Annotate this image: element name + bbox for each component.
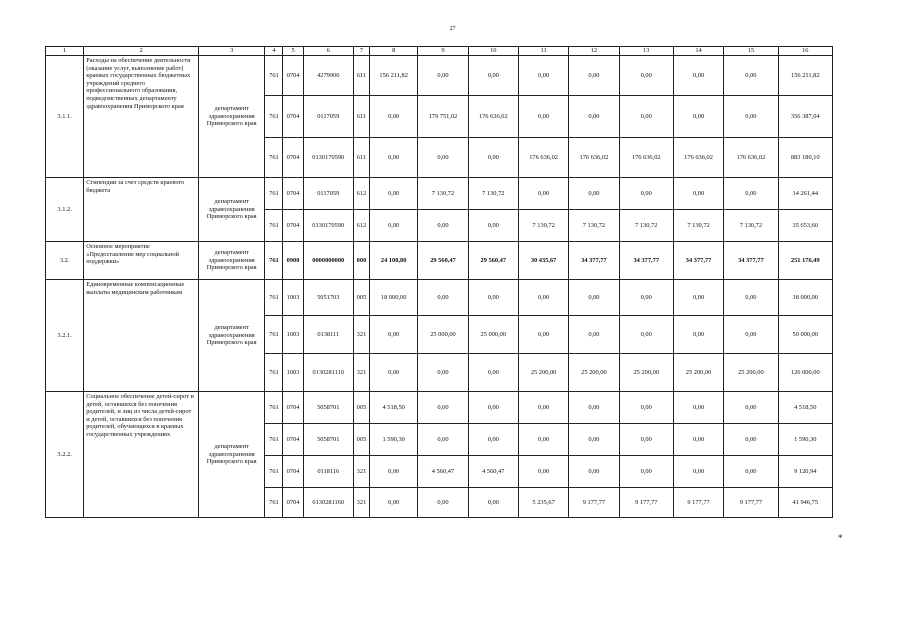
amount-cell: 25 000,00 bbox=[468, 316, 518, 354]
item-executor: департамент здравоохранения Приморского края bbox=[198, 242, 264, 280]
amount-cell: 0,00 bbox=[724, 178, 778, 210]
amount-cell: 0,00 bbox=[468, 424, 518, 456]
amount-cell: 0,00 bbox=[418, 354, 468, 392]
amount-cell: 0,00 bbox=[370, 96, 418, 138]
amount-cell: 0,00 bbox=[673, 280, 723, 316]
amount-cell: 0,00 bbox=[370, 210, 418, 242]
table-row bbox=[46, 280, 833, 316]
item-number: 3.2.2. bbox=[46, 392, 84, 518]
item-executor: департамент здравоохранения Приморского края bbox=[198, 56, 264, 178]
amount-cell: 4 560,47 bbox=[468, 456, 518, 488]
header-row bbox=[46, 47, 833, 56]
code-cell: 761 bbox=[265, 242, 283, 280]
item-executor: департамент здравоохранения Приморского края bbox=[198, 280, 264, 392]
amount-cell: 0,00 bbox=[468, 280, 518, 316]
item-number: 3.1.2. bbox=[46, 178, 84, 242]
code-cell: 5058701 bbox=[303, 392, 353, 424]
code-cell: 0130281160 bbox=[303, 488, 353, 518]
code-cell: 761 bbox=[265, 138, 283, 178]
amount-cell: 0,00 bbox=[619, 280, 673, 316]
amount-cell: 0,00 bbox=[518, 424, 568, 456]
amount-cell: 0,00 bbox=[468, 488, 518, 518]
amount-cell: 0,00 bbox=[370, 316, 418, 354]
code-cell: 612 bbox=[353, 178, 369, 210]
amount-cell: 0,00 bbox=[619, 178, 673, 210]
code-cell: 0704 bbox=[283, 56, 303, 96]
code-cell: 761 bbox=[265, 56, 283, 96]
header-cell: 2 bbox=[84, 47, 199, 56]
amount-cell: 25 200,00 bbox=[619, 354, 673, 392]
amount-cell: 176 636,02 bbox=[724, 138, 778, 178]
amount-cell: 34 377,77 bbox=[619, 242, 673, 280]
amount-cell: 9 177,77 bbox=[619, 488, 673, 518]
amount-cell: 1 590,30 bbox=[370, 424, 418, 456]
amount-cell: 9 177,77 bbox=[724, 488, 778, 518]
amount-cell: 0,00 bbox=[724, 280, 778, 316]
amount-cell: 176 636,02 bbox=[569, 138, 619, 178]
header-cell: 7 bbox=[353, 47, 369, 56]
amount-cell: 0,00 bbox=[468, 210, 518, 242]
header-cell: 5 bbox=[283, 47, 303, 56]
amount-cell: 4 518,50 bbox=[778, 392, 832, 424]
header-cell: 12 bbox=[569, 47, 619, 56]
item-description: Единовременные компенсационные выплаты медицинским работникам bbox=[84, 280, 199, 392]
amount-cell: 0,00 bbox=[518, 56, 568, 96]
amount-cell: 34 377,77 bbox=[724, 242, 778, 280]
amount-cell: 35 653,60 bbox=[778, 210, 832, 242]
amount-cell: 0,00 bbox=[724, 56, 778, 96]
item-description: Расходы на обеспечение деятельности (оказание услуг, выполнение работ) краевых государственных бюджетных учреждений среднего профессионального образования, подведомственных департаменту здравоохранения Приморского края bbox=[84, 56, 199, 178]
header-cell: 13 bbox=[619, 47, 673, 56]
code-cell: 321 bbox=[353, 354, 369, 392]
header-cell: 10 bbox=[468, 47, 518, 56]
amount-cell: 0,00 bbox=[569, 178, 619, 210]
code-cell: 005 bbox=[353, 424, 369, 456]
header-cell: 4 bbox=[265, 47, 283, 56]
code-cell: 0704 bbox=[283, 488, 303, 518]
code-cell: 005 bbox=[353, 392, 369, 424]
header-cell: 3 bbox=[198, 47, 264, 56]
amount-cell: 0,00 bbox=[619, 424, 673, 456]
amount-cell: 0,00 bbox=[418, 56, 468, 96]
header-cell: 16 bbox=[778, 47, 832, 56]
amount-cell: 4 518,50 bbox=[370, 392, 418, 424]
amount-cell: 41 946,75 bbox=[778, 488, 832, 518]
amount-cell: 7 130,72 bbox=[518, 210, 568, 242]
amount-cell: 0,00 bbox=[418, 424, 468, 456]
amount-cell: 30 435,67 bbox=[518, 242, 568, 280]
item-number: 3.2. bbox=[46, 242, 84, 280]
code-cell: 5058701 bbox=[303, 424, 353, 456]
amount-cell: 0,00 bbox=[370, 138, 418, 178]
code-cell: 321 bbox=[353, 488, 369, 518]
amount-cell: 7 130,72 bbox=[468, 178, 518, 210]
amount-cell: 0,00 bbox=[518, 178, 568, 210]
code-cell: 0117059 bbox=[303, 96, 353, 138]
amount-cell: 18 000,00 bbox=[370, 280, 418, 316]
amount-cell: 176 636,02 bbox=[518, 138, 568, 178]
amount-cell: 176 636,02 bbox=[619, 138, 673, 178]
code-cell: 0704 bbox=[283, 178, 303, 210]
amount-cell: 7 130,72 bbox=[724, 210, 778, 242]
amount-cell: 7 130,72 bbox=[619, 210, 673, 242]
item-description: Стипендии за счет средств краевого бюджета bbox=[84, 178, 199, 242]
amount-cell: 0,00 bbox=[724, 96, 778, 138]
amount-cell: 0,00 bbox=[418, 488, 468, 518]
item-description: Основное мероприятие «Предоставление мер социальной поддержки» bbox=[84, 242, 199, 280]
amount-cell: 0,00 bbox=[468, 392, 518, 424]
code-cell: 1003 bbox=[283, 280, 303, 316]
amount-cell: 0,00 bbox=[673, 56, 723, 96]
amount-cell: 883 180,10 bbox=[778, 138, 832, 178]
amount-cell: 176 636,02 bbox=[468, 96, 518, 138]
amount-cell: 126 000,00 bbox=[778, 354, 832, 392]
code-cell: 0118116 bbox=[303, 456, 353, 488]
amount-cell: 0,00 bbox=[619, 96, 673, 138]
table-row bbox=[46, 178, 833, 210]
item-executor: департамент здравоохранения Приморского края bbox=[198, 178, 264, 242]
amount-cell: 5 235,67 bbox=[518, 488, 568, 518]
amount-cell: 29 560,47 bbox=[468, 242, 518, 280]
amount-cell: 156 211,82 bbox=[778, 56, 832, 96]
amount-cell: 356 387,04 bbox=[778, 96, 832, 138]
amount-cell: 7 130,72 bbox=[569, 210, 619, 242]
amount-cell: 0,00 bbox=[468, 56, 518, 96]
amount-cell: 0,00 bbox=[418, 280, 468, 316]
code-cell: 1003 bbox=[283, 316, 303, 354]
amount-cell: 0,00 bbox=[370, 488, 418, 518]
code-cell: 0130170590 bbox=[303, 138, 353, 178]
amount-cell: 0,00 bbox=[569, 56, 619, 96]
amount-cell: 0,00 bbox=[418, 138, 468, 178]
code-cell: 611 bbox=[353, 138, 369, 178]
amount-cell: 9 120,94 bbox=[778, 456, 832, 488]
amount-cell: 0,00 bbox=[569, 280, 619, 316]
amount-cell: 0,00 bbox=[569, 316, 619, 354]
header-cell: 15 bbox=[724, 47, 778, 56]
amount-cell: 25 200,00 bbox=[724, 354, 778, 392]
amount-cell: 0,00 bbox=[673, 96, 723, 138]
code-cell: 611 bbox=[353, 96, 369, 138]
footnote-mark: * bbox=[838, 533, 843, 543]
amount-cell: 14 261,44 bbox=[778, 178, 832, 210]
header-cell: 1 bbox=[46, 47, 84, 56]
code-cell: 761 bbox=[265, 210, 283, 242]
amount-cell: 156 211,82 bbox=[370, 56, 418, 96]
code-cell: 0704 bbox=[283, 210, 303, 242]
code-cell: 5051703 bbox=[303, 280, 353, 316]
code-cell: 000 bbox=[353, 242, 369, 280]
item-number: 3.1.1. bbox=[46, 56, 84, 178]
amount-cell: 0,00 bbox=[418, 210, 468, 242]
header-cell: 14 bbox=[673, 47, 723, 56]
amount-cell: 1 590,30 bbox=[778, 424, 832, 456]
code-cell: 761 bbox=[265, 488, 283, 518]
amount-cell: 0,00 bbox=[569, 392, 619, 424]
amount-cell: 0,00 bbox=[418, 392, 468, 424]
amount-cell: 176 636,02 bbox=[673, 138, 723, 178]
amount-cell: 0,00 bbox=[468, 354, 518, 392]
item-executor: департамент здравоохранения Приморского края bbox=[198, 392, 264, 518]
amount-cell: 179 751,02 bbox=[418, 96, 468, 138]
code-cell: 761 bbox=[265, 96, 283, 138]
code-cell: 0704 bbox=[283, 424, 303, 456]
amount-cell: 0,00 bbox=[518, 392, 568, 424]
code-cell: 761 bbox=[265, 178, 283, 210]
amount-cell: 0,00 bbox=[619, 316, 673, 354]
code-cell: 0704 bbox=[283, 96, 303, 138]
amount-cell: 0,00 bbox=[569, 424, 619, 456]
code-cell: 0704 bbox=[283, 456, 303, 488]
amount-cell: 0,00 bbox=[518, 280, 568, 316]
code-cell: 0117059 bbox=[303, 178, 353, 210]
amount-cell: 34 377,77 bbox=[569, 242, 619, 280]
amount-cell: 0,00 bbox=[518, 96, 568, 138]
amount-cell: 0,00 bbox=[569, 456, 619, 488]
amount-cell: 9 177,77 bbox=[673, 488, 723, 518]
amount-cell: 25 000,00 bbox=[418, 316, 468, 354]
amount-cell: 0,00 bbox=[518, 456, 568, 488]
header-cell: 11 bbox=[518, 47, 568, 56]
header-cell: 8 bbox=[370, 47, 418, 56]
header-cell: 6 bbox=[303, 47, 353, 56]
amount-cell: 0,00 bbox=[673, 424, 723, 456]
amount-cell: 0,00 bbox=[619, 392, 673, 424]
table-row bbox=[46, 56, 833, 96]
code-cell: 0704 bbox=[283, 138, 303, 178]
amount-cell: 0,00 bbox=[518, 316, 568, 354]
code-cell: 0000000000 bbox=[303, 242, 353, 280]
amount-cell: 0,00 bbox=[673, 178, 723, 210]
code-cell: 321 bbox=[353, 316, 369, 354]
amount-cell: 7 130,72 bbox=[673, 210, 723, 242]
amount-cell: 0,00 bbox=[673, 316, 723, 354]
amount-cell: 25 200,00 bbox=[518, 354, 568, 392]
code-cell: 1003 bbox=[283, 354, 303, 392]
amount-cell: 7 130,72 bbox=[418, 178, 468, 210]
amount-cell: 0,00 bbox=[370, 178, 418, 210]
code-cell: 761 bbox=[265, 354, 283, 392]
amount-cell: 9 177,77 bbox=[569, 488, 619, 518]
amount-cell: 0,00 bbox=[724, 392, 778, 424]
amount-cell: 4 560,47 bbox=[418, 456, 468, 488]
table-row bbox=[46, 392, 833, 424]
amount-cell: 24 108,80 bbox=[370, 242, 418, 280]
amount-cell: 0,00 bbox=[673, 456, 723, 488]
code-cell: 321 bbox=[353, 456, 369, 488]
item-number: 3.2.1. bbox=[46, 280, 84, 392]
amount-cell: 18 000,00 bbox=[778, 280, 832, 316]
budget-table bbox=[45, 46, 833, 518]
code-cell: 761 bbox=[265, 316, 283, 354]
amount-cell: 25 200,00 bbox=[673, 354, 723, 392]
code-cell: 761 bbox=[265, 280, 283, 316]
amount-cell: 29 560,47 bbox=[418, 242, 468, 280]
amount-cell: 0,00 bbox=[569, 96, 619, 138]
code-cell: 761 bbox=[265, 392, 283, 424]
code-cell: 0704 bbox=[283, 392, 303, 424]
page-number: 27 bbox=[449, 26, 456, 32]
header-cell: 9 bbox=[418, 47, 468, 56]
code-cell: 761 bbox=[265, 424, 283, 456]
code-cell: 005 bbox=[353, 280, 369, 316]
code-cell: 0138111 bbox=[303, 316, 353, 354]
amount-cell: 0,00 bbox=[673, 392, 723, 424]
amount-cell: 34 377,77 bbox=[673, 242, 723, 280]
code-cell: 612 bbox=[353, 210, 369, 242]
code-cell: 0130281110 bbox=[303, 354, 353, 392]
amount-cell: 0,00 bbox=[724, 456, 778, 488]
amount-cell: 251 176,49 bbox=[778, 242, 832, 280]
amount-cell: 0,00 bbox=[370, 354, 418, 392]
code-cell: 761 bbox=[265, 456, 283, 488]
code-cell: 0900 bbox=[283, 242, 303, 280]
amount-cell: 0,00 bbox=[619, 56, 673, 96]
amount-cell: 50 000,00 bbox=[778, 316, 832, 354]
amount-cell: 0,00 bbox=[724, 316, 778, 354]
amount-cell: 25 200,00 bbox=[569, 354, 619, 392]
item-description: Социальное обеспечение детей-сирот и детей, оставшихся без попечения родителей, и лиц из числа детей-сирот и детей, оставшихся без попечения родителей, обучающихся в краевых государственных учреждениях bbox=[84, 392, 199, 518]
code-cell: 611 bbox=[353, 56, 369, 96]
amount-cell: 0,00 bbox=[619, 456, 673, 488]
code-cell: 4279900 bbox=[303, 56, 353, 96]
amount-cell: 0,00 bbox=[370, 456, 418, 488]
amount-cell: 0,00 bbox=[468, 138, 518, 178]
code-cell: 0130170590 bbox=[303, 210, 353, 242]
amount-cell: 0,00 bbox=[724, 424, 778, 456]
table-row bbox=[46, 242, 833, 280]
table-body bbox=[46, 56, 833, 518]
